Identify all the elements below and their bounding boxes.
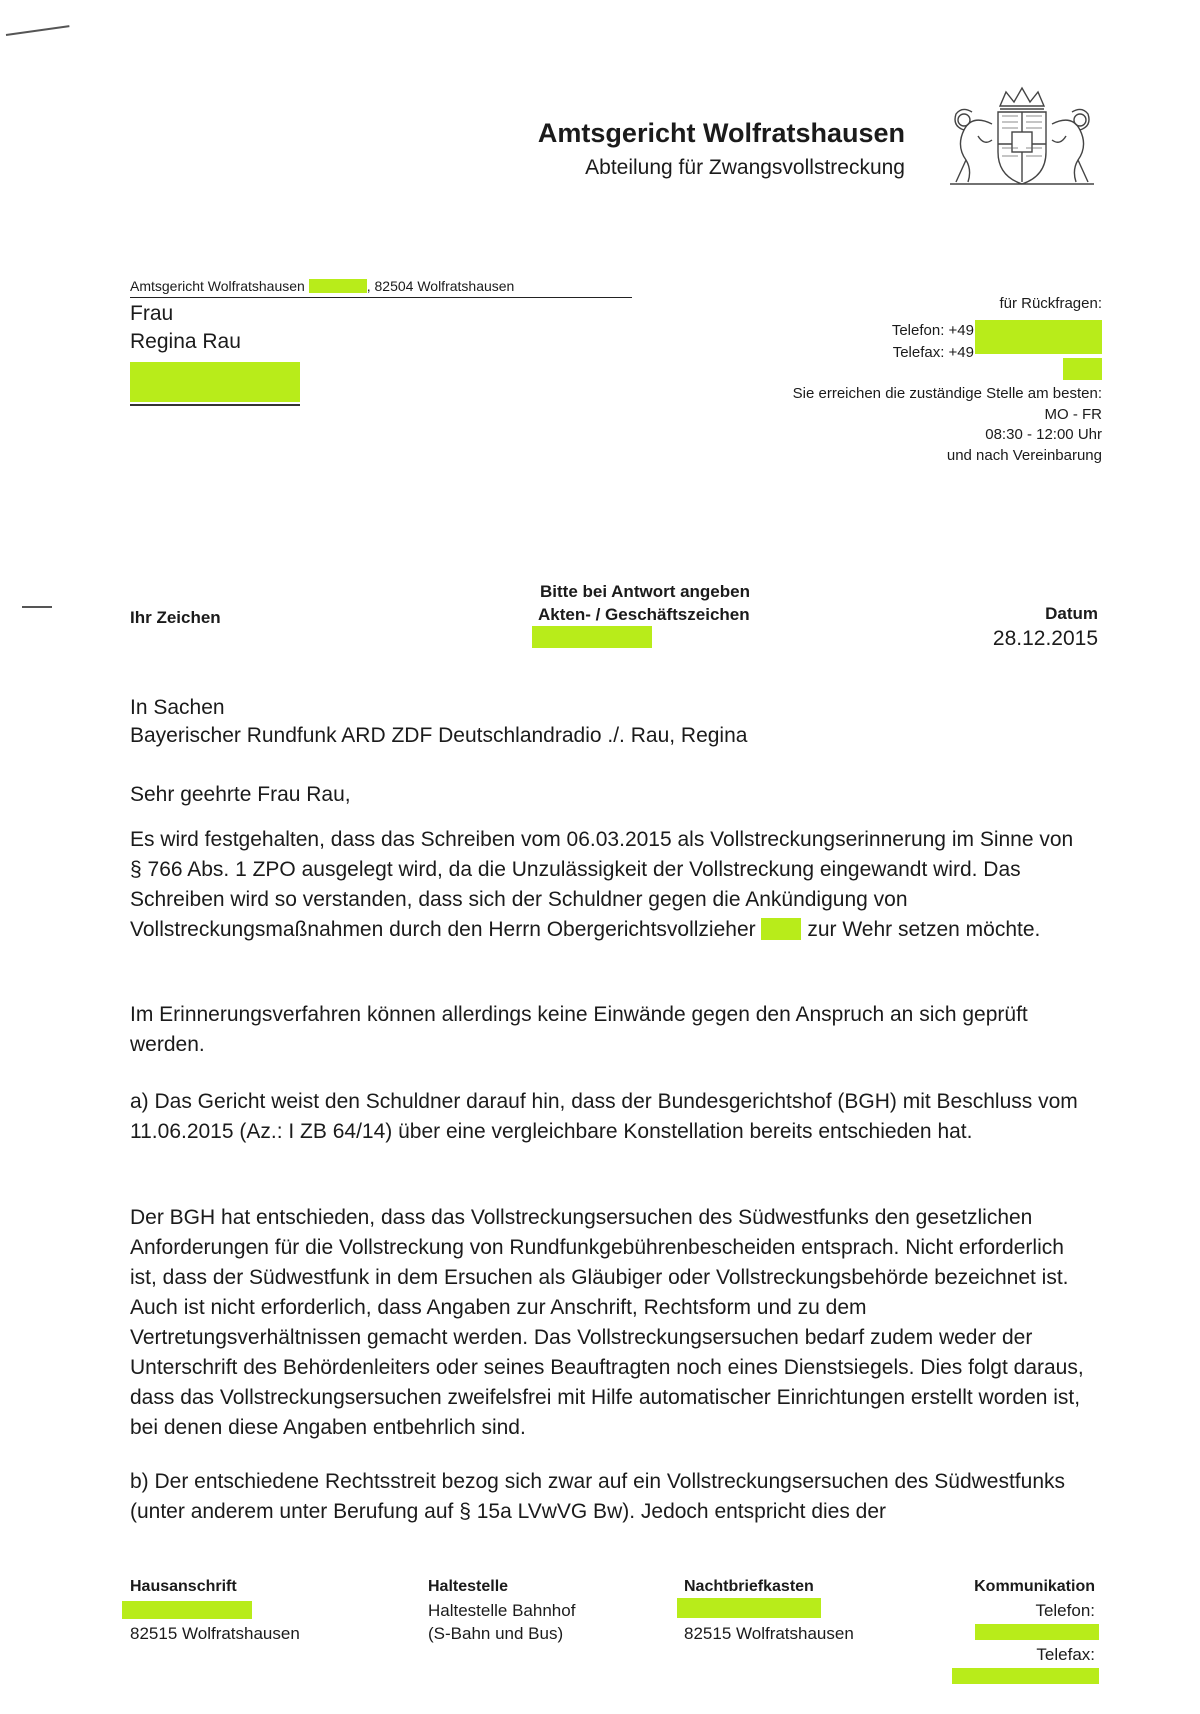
paragraph-5 <box>130 1467 1090 1527</box>
redacted-comm-fax <box>952 1668 1099 1684</box>
footer-address-label: Hausanschrift <box>130 1578 237 1595</box>
footer-mailbox-label: Nachtbriefkasten <box>684 1578 814 1595</box>
contact-heading: für Rückfragen: <box>999 295 1102 312</box>
redacted-fax <box>1063 358 1102 380</box>
bavarian-coat-of-arms-icon <box>942 84 1102 189</box>
footer-comm-phone: Telefon: <box>1035 1601 1095 1620</box>
redacted-file-reference <box>532 626 652 648</box>
reply-instruction: Bitte bei Antwort angeben <box>540 582 750 601</box>
contact-fax: Telefax: +49 <box>892 344 974 361</box>
court-name: Amtsgericht Wolfratshausen <box>537 118 905 148</box>
paragraph-1-part-a: Es wird festgehalten, dass das Schreiben vom 06.03.2015 als Vollstreckungserinnerung im Sinne von § 766 Abs. 1 ZPO ausgelegt wird, da die Unzulässigkeit der Vollstreckung eingewandt wird. Das Schreiben wird so verstanden, dass sich der Schuldner gegen die Ankündigung von Vollstreckungsmaßnahmen durch den Herrn Obergerichtsvollzieher <box>130 828 1074 941</box>
paragraph-3-text: a) Das Gericht weist den Schuldner darauf hin, dass der Bundesgerichtshof (BGH) mit Beschluss vom 11.06.2015 (Az.: I ZB 64/14) über eine vergleichbare Konstellation bereits entschieden hat. <box>130 1090 1078 1143</box>
redacted-bailiff-name <box>761 918 801 940</box>
footer-stop-line-2: (S-Bahn und Bus) <box>428 1624 564 1643</box>
paragraph-3 <box>130 1087 1090 1147</box>
redacted-phone <box>975 320 1102 354</box>
footer-mailbox-city: 82515 Wolfratshausen <box>684 1624 854 1643</box>
paragraph-1 <box>130 825 1090 945</box>
contact-days: MO - FR <box>1044 406 1102 423</box>
return-address-prefix: Amtsgericht Wolfratshausen <box>130 278 305 294</box>
paragraph-4 <box>130 1203 1090 1443</box>
file-reference-label: Akten- / Geschäftszeichen <box>538 605 750 624</box>
court-department: Abteilung für Zwangsvollstreckung <box>585 156 905 179</box>
footer-stop-label: Haltestelle <box>428 1578 509 1595</box>
paragraph-5-text: b) Der entschiedene Rechtsstreit bezog sich zwar auf ein Vollstreckungsersuchen des Südwestfunks (unter anderem unter Berufung auf § 15a LVwVG Bw). Jedoch entspricht dies der <box>130 1470 1065 1523</box>
paragraph-4-text: Der BGH hat entschieden, dass das Vollstreckungsersuchen des Südwestfunks den gesetzlichen Anforderungen für die Vollstreckung von Rundfunkgebührenbescheiden entsprach. Nicht erforderlich ist, dass der Südwestfunk in dem Ersuchen als Gläubiger oder Vollstreckungsbehörde bezeichnet ist. Auch ist nicht erforderlich, dass Angaben zur Anschrift, Rechtsform und zu dem Vertretungsverhältnissen gemacht werden. Das Vollstreckungsersuchen bedarf zudem weder der Unterschrift des Behördenleiters oder seines Beauftragten noch eines Dienstsiegels. Dies folgt daraus, dass das Vollstreckungsersuchen zweifelsfrei mit Hilfe automatischer Einrichtungen erstellt worden ist, bei denen diese Angaben entbehrlich sind. <box>130 1206 1084 1439</box>
date-value: 28.12.2015 <box>992 627 1098 650</box>
your-reference-label: Ihr Zeichen <box>130 608 221 627</box>
matter-intro: In Sachen <box>130 696 225 719</box>
scan-mark-top <box>6 25 70 36</box>
matter-parties: Bayerischer Rundfunk ARD ZDF Deutschlandradio ./. Rau, Regina <box>130 724 748 747</box>
footer-stop-line-1: Haltestelle Bahnhof <box>428 1601 576 1620</box>
return-address-line <box>130 278 632 298</box>
footer-address-city: 82515 Wolfratshausen <box>130 1624 300 1643</box>
contact-phone: Telefon: +49 <box>891 322 974 339</box>
redacted-court-street <box>122 1601 252 1619</box>
contact-hours-intro: Sie erreichen die zuständige Stelle am besten: <box>792 385 1102 402</box>
footer-communication-label: Kommunikation <box>974 1578 1095 1595</box>
footer-comm-fax: Telefax: <box>1036 1645 1095 1664</box>
recipient-salutation: Frau <box>130 302 174 325</box>
paragraph-1-part-b: zur Wehr setzen möchte. <box>807 918 1041 941</box>
greeting: Sehr geehrte Frau Rau, <box>130 783 351 806</box>
paragraph-2-text: Im Erinnerungsverfahren können allerdings keine Einwände gegen den Anspruch an sich geprüft werden. <box>130 1003 1028 1056</box>
date-label: Datum <box>1045 604 1098 623</box>
fold-mark <box>22 606 52 608</box>
return-address-suffix: , 82504 Wolfratshausen <box>366 278 515 294</box>
redacted-mailbox-street <box>677 1598 821 1618</box>
recipient-address-trace <box>130 400 300 406</box>
recipient-name: Regina Rau <box>130 330 241 353</box>
redacted-comm-phone <box>975 1624 1099 1640</box>
redacted-recipient-address <box>130 362 300 402</box>
paragraph-2 <box>130 1000 1090 1060</box>
contact-appointment: und nach Vereinbarung <box>946 447 1102 464</box>
contact-hours: 08:30 - 12:00 Uhr <box>985 426 1102 443</box>
redacted-street <box>309 279 367 293</box>
